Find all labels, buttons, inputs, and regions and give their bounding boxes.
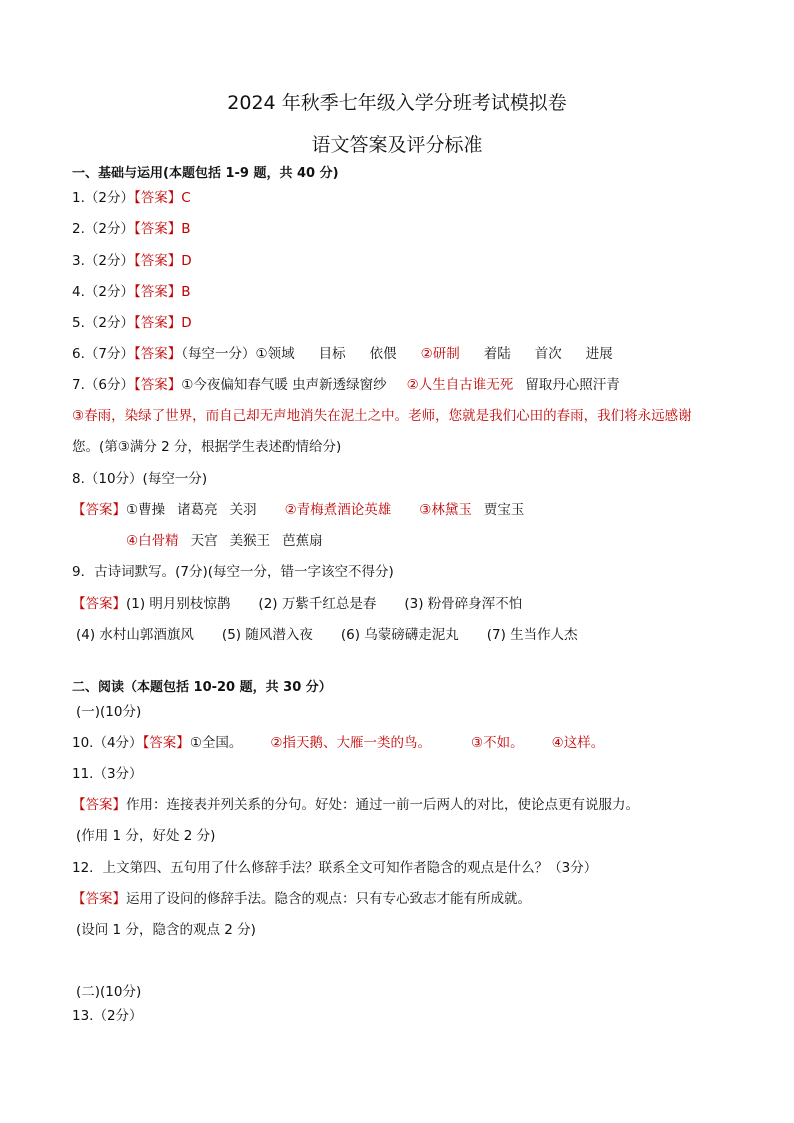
question-7 xyxy=(72,376,620,394)
q6-answer-7: 进展 xyxy=(585,346,613,362)
q12-answer xyxy=(72,890,531,908)
q7-answer-line-2: ③春雨，染绿了世界，而自己却无声地消失在泥土之中。老师，您就是我们心田的春雨，我们将永远感谢 xyxy=(72,408,692,424)
question-1 xyxy=(72,189,191,207)
q5-number: 5.（2分） xyxy=(72,315,134,331)
q7-answer-2: ②人生自古谁无死 xyxy=(406,377,514,393)
q9-answer-row-1 xyxy=(72,595,522,613)
q10-answer-3: ③不如。 xyxy=(471,735,524,751)
q6-answer-4: ②研制 xyxy=(420,346,460,362)
q12-score: (设问 1 分，隐含的观点 2 分) xyxy=(76,922,256,938)
question-8: 8.（10分）(每空一分) xyxy=(72,471,208,487)
q6-answer-6: 首次 xyxy=(534,346,562,362)
q12-answer-text: 运用了设问的修辞手法。隐含的观点：只有专心致志才能有所成就。 xyxy=(126,891,531,907)
question-12: 12．上文第四、五句用了什么修辞手法？联系全文可知作者隐含的观点是什么？（3分） xyxy=(72,860,598,876)
q8-answer-tag: 【答案】 xyxy=(72,502,126,518)
q1-answer-tag: 【答案】 xyxy=(133,190,182,206)
q8-answer-row-1 xyxy=(72,501,524,519)
section-heading-1: 一、基础与运用(本题包括 1-9 题，共 40 分) xyxy=(72,166,339,181)
q2-answer-tag: 【答案】 xyxy=(133,221,182,237)
question-2 xyxy=(72,220,191,238)
q3-answer-tag: 【答案】 xyxy=(133,253,182,269)
q10-answer-2: ②指天鹅、大雁一类的鸟。 xyxy=(270,735,432,751)
question-11: 11.（3分） xyxy=(72,766,143,782)
q4-answer-tag: 【答案】 xyxy=(133,284,182,300)
q10-answer-4: ④这样。 xyxy=(551,735,605,751)
q11-answer-tag: 【答案】 xyxy=(72,797,126,813)
q5-answer: D xyxy=(181,315,192,331)
q8-answer-4: ②青梅煮酒论英雄 xyxy=(284,502,392,518)
section-heading-2: 二、阅读（本题包括 10-20 题，共 30 分） xyxy=(72,680,332,695)
q1-answer: C xyxy=(181,190,191,206)
q9-answer-2: (2) 万紫千红总是春 xyxy=(258,596,377,612)
question-5 xyxy=(72,314,192,332)
q6-note: （每空一分） xyxy=(181,346,256,362)
q4-answer: B xyxy=(181,284,191,300)
q10-number: 10.（4分） xyxy=(72,735,143,751)
q6-answer-5: 着陆 xyxy=(483,346,511,362)
q9-answer-1: (1) 明月别枝惊鹊 xyxy=(126,596,231,612)
q6-answer-1: ①领域 xyxy=(255,346,295,362)
q6-answer-2: 目标 xyxy=(318,346,346,362)
q7-answer-3: 留取丹心照汗青 xyxy=(525,377,620,393)
q10-answer-tag: 【答案】 xyxy=(142,735,190,751)
q9-answer-7: (7) 生当作人杰 xyxy=(486,627,578,643)
q8-answer-7: ④白骨精 xyxy=(126,533,179,549)
q8-answer-row-2 xyxy=(126,532,323,550)
question-13: 13.（2分） xyxy=(72,1008,143,1024)
q11-score: (作用 1 分，好处 2 分) xyxy=(76,828,216,844)
q7-answer-line-3: 您。(第③满分 2 分，根据学生表述酌情给分) xyxy=(72,439,342,455)
q9-answer-row-2 xyxy=(76,626,578,644)
q9-answer-5: (5) 随风潜入夜 xyxy=(221,627,313,643)
q10-answer-1: ①全国。 xyxy=(189,735,243,751)
part-2-heading: (二)(10分) xyxy=(76,984,142,1000)
question-10 xyxy=(72,734,604,752)
q8-answer-6: 贾宝玉 xyxy=(483,502,525,518)
question-3 xyxy=(72,252,192,270)
question-4 xyxy=(72,283,191,301)
page-title: 2024 年秋季七年级入学分班考试模拟卷 xyxy=(227,92,567,114)
q9-answer-4: (4) 水村山郭酒旗风 xyxy=(76,627,194,643)
q3-answer: D xyxy=(181,253,192,269)
q7-answer-tag: 【答案】 xyxy=(133,377,182,393)
q8-answer-5: ③林黛玉 xyxy=(419,502,472,518)
q8-answer-8: 天宫 xyxy=(190,533,218,549)
part-1-heading: (一)(10分) xyxy=(76,704,142,720)
q2-number: 2.（2分） xyxy=(72,221,134,237)
q11-answer xyxy=(72,796,639,814)
q7-number: 7.（6分） xyxy=(72,377,134,393)
q2-answer: B xyxy=(181,221,191,237)
q6-number: 6.（7分） xyxy=(72,346,134,362)
q11-answer-text: 作用：连接表并列关系的分句。好处：通过一前一后两人的对比，使论点更有说服力。 xyxy=(126,797,639,813)
q5-answer-tag: 【答案】 xyxy=(133,315,182,331)
q9-answer-tag: 【答案】 xyxy=(72,596,126,612)
q6-answer-3: 依偎 xyxy=(369,346,397,362)
q8-answer-10: 芭蕉扇 xyxy=(282,533,323,549)
question-6 xyxy=(72,345,613,363)
question-9: 9．古诗词默写。(7分)(每空一分，错一字该空不得分) xyxy=(72,564,394,580)
q3-number: 3.（2分） xyxy=(72,253,134,269)
q9-answer-3: (3) 粉骨碎身浑不怕 xyxy=(404,596,523,612)
q7-answer-1: ①今夜偏知春气暖 虫声新透绿窗纱 xyxy=(181,377,387,393)
q8-answer-9: 美猴王 xyxy=(229,533,271,549)
page-subtitle: 语文答案及评分标准 xyxy=(311,134,483,156)
q12-answer-tag: 【答案】 xyxy=(72,891,126,907)
q8-answer-1: ①曹操 xyxy=(126,502,166,518)
q4-number: 4.（2分） xyxy=(72,284,134,300)
q9-answer-6: (6) 乌蒙磅礴走泥丸 xyxy=(340,627,459,643)
q8-answer-3: 关羽 xyxy=(229,502,257,518)
q6-answer-tag: 【答案】 xyxy=(133,346,182,362)
q8-answer-2: 诸葛亮 xyxy=(177,502,218,518)
q1-number: 1.（2分） xyxy=(72,190,134,206)
